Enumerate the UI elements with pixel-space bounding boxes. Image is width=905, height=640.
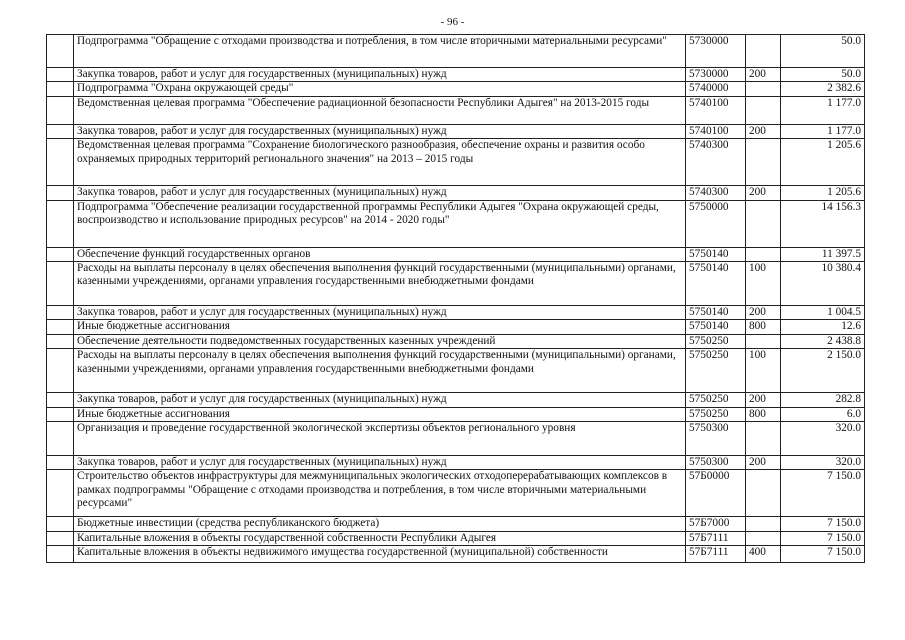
row-expense-type-cell — [746, 139, 781, 186]
row-name-cell: Ведомственная целевая программа "Обеспечение радиационной безопасности Республики Адыгея" на 2013-2015 годы — [74, 96, 686, 124]
row-code-cell: 5740000 — [686, 82, 746, 96]
row-name-cell: Организация и проведение государственной экологической экспертизы объектов регионального уровня — [74, 422, 686, 456]
row-name-cell: Закупка товаров, работ и услуг для государственных (муниципальных) нужд — [74, 456, 686, 470]
table-row — [47, 139, 865, 186]
row-amount-cell: 11 397.5 — [781, 247, 865, 261]
table-row — [47, 200, 865, 247]
row-amount-cell: 50.0 — [781, 35, 865, 68]
row-code-cell: 5730000 — [686, 68, 746, 82]
row-expense-type-cell — [746, 334, 781, 348]
row-name-cell: Подпрограмма "Охрана окружающей среды" — [74, 82, 686, 96]
row-amount-cell: 1 205.6 — [781, 186, 865, 200]
page-number: - 96 - — [440, 16, 465, 28]
table-row — [47, 262, 865, 306]
table-row — [47, 306, 865, 320]
row-name-cell: Бюджетные инвестиции (средства республиканского бюджета) — [74, 517, 686, 531]
row-blank-cell — [47, 349, 74, 393]
row-code-cell: 5740300 — [686, 139, 746, 186]
table-row — [47, 320, 865, 334]
row-name-cell: Закупка товаров, работ и услуг для государственных (муниципальных) нужд — [74, 393, 686, 407]
row-name-cell: Закупка товаров, работ и услуг для государственных (муниципальных) нужд — [74, 306, 686, 320]
row-expense-type-cell: 800 — [746, 320, 781, 334]
row-amount-cell: 2 150.0 — [781, 349, 865, 393]
row-blank-cell — [47, 139, 74, 186]
row-amount-cell: 7 150.0 — [781, 546, 865, 563]
row-expense-type-cell: 100 — [746, 262, 781, 306]
row-amount-cell: 7 150.0 — [781, 517, 865, 531]
row-expense-type-cell: 200 — [746, 124, 781, 138]
table-row — [47, 517, 865, 531]
row-expense-type-cell: 100 — [746, 349, 781, 393]
row-blank-cell — [47, 517, 74, 531]
row-amount-cell: 320.0 — [781, 422, 865, 456]
row-blank-cell — [47, 306, 74, 320]
row-expense-type-cell — [746, 247, 781, 261]
row-name-cell: Ведомственная целевая программа "Сохранение биологического разнообразия, обеспечение охраны и развития особо охраняемых природных территорий регионального значения" на 2013 – 2015 годы — [74, 139, 686, 186]
row-blank-cell — [47, 82, 74, 96]
row-code-cell: 5750140 — [686, 262, 746, 306]
row-expense-type-cell: 200 — [746, 186, 781, 200]
row-expense-type-cell — [746, 35, 781, 68]
row-amount-cell: 282.8 — [781, 393, 865, 407]
row-code-cell: 57Б7000 — [686, 517, 746, 531]
row-blank-cell — [47, 262, 74, 306]
row-blank-cell — [47, 422, 74, 456]
row-expense-type-cell: 400 — [746, 546, 781, 563]
row-amount-cell: 1 177.0 — [781, 96, 865, 124]
table-row — [47, 546, 865, 563]
table-row — [47, 82, 865, 96]
row-blank-cell — [47, 531, 74, 545]
row-amount-cell: 7 150.0 — [781, 470, 865, 517]
row-blank-cell — [47, 393, 74, 407]
table-row — [47, 456, 865, 470]
row-blank-cell — [47, 320, 74, 334]
table-row — [47, 334, 865, 348]
row-blank-cell — [47, 35, 74, 68]
row-expense-type-cell — [746, 200, 781, 247]
row-amount-cell: 7 150.0 — [781, 531, 865, 545]
row-code-cell: 5750300 — [686, 456, 746, 470]
row-amount-cell: 6.0 — [781, 407, 865, 421]
table-row — [47, 247, 865, 261]
table-row — [47, 68, 865, 82]
row-name-cell: Обеспечение деятельности подведомственных государственных казенных учреждений — [74, 334, 686, 348]
table-row — [47, 124, 865, 138]
row-code-cell: 5750000 — [686, 200, 746, 247]
row-expense-type-cell — [746, 531, 781, 545]
row-amount-cell: 12.6 — [781, 320, 865, 334]
row-blank-cell — [47, 186, 74, 200]
row-blank-cell — [47, 96, 74, 124]
row-blank-cell — [47, 456, 74, 470]
row-code-cell: 5750250 — [686, 334, 746, 348]
row-blank-cell — [47, 334, 74, 348]
row-expense-type-cell: 200 — [746, 306, 781, 320]
row-code-cell: 5730000 — [686, 35, 746, 68]
table-row — [47, 393, 865, 407]
row-blank-cell — [47, 247, 74, 261]
row-code-cell: 5740300 — [686, 186, 746, 200]
row-expense-type-cell: 200 — [746, 393, 781, 407]
row-name-cell: Капитальные вложения в объекты недвижимого имущества государственной (муниципальной) собственности — [74, 546, 686, 563]
row-amount-cell: 2 382.6 — [781, 82, 865, 96]
row-code-cell: 5740100 — [686, 124, 746, 138]
table-row — [47, 96, 865, 124]
row-expense-type-cell: 200 — [746, 456, 781, 470]
table-row — [47, 531, 865, 545]
row-name-cell: Расходы на выплаты персоналу в целях обеспечения выполнения функций государственными (муниципальными) органами, казенными учреждениями, органами управления государственными внебюджетными фондами — [74, 349, 686, 393]
row-blank-cell — [47, 124, 74, 138]
row-code-cell: 5740100 — [686, 96, 746, 124]
row-code-cell: 57Б7111 — [686, 546, 746, 563]
row-code-cell: 57Б7111 — [686, 531, 746, 545]
table-row — [47, 422, 865, 456]
row-blank-cell — [47, 68, 74, 82]
row-amount-cell: 1 177.0 — [781, 124, 865, 138]
row-code-cell: 5750250 — [686, 349, 746, 393]
row-name-cell: Капитальные вложения в объекты государственной собственности Республики Адыгея — [74, 531, 686, 545]
row-code-cell: 57Б0000 — [686, 470, 746, 517]
row-code-cell: 5750250 — [686, 407, 746, 421]
row-name-cell: Обеспечение функций государственных органов — [74, 247, 686, 261]
row-code-cell: 5750250 — [686, 393, 746, 407]
row-code-cell: 5750140 — [686, 320, 746, 334]
row-amount-cell: 320.0 — [781, 456, 865, 470]
row-amount-cell: 10 380.4 — [781, 262, 865, 306]
row-name-cell: Иные бюджетные ассигнования — [74, 407, 686, 421]
table-row — [47, 35, 865, 68]
row-amount-cell: 1 205.6 — [781, 139, 865, 186]
row-code-cell: 5750140 — [686, 306, 746, 320]
row-amount-cell: 1 004.5 — [781, 306, 865, 320]
row-name-cell: Закупка товаров, работ и услуг для государственных (муниципальных) нужд — [74, 186, 686, 200]
row-amount-cell: 50.0 — [781, 68, 865, 82]
table-row — [47, 470, 865, 517]
row-expense-type-cell — [746, 422, 781, 456]
row-blank-cell — [47, 407, 74, 421]
row-name-cell: Закупка товаров, работ и услуг для государственных (муниципальных) нужд — [74, 124, 686, 138]
row-expense-type-cell — [746, 470, 781, 517]
row-name-cell: Расходы на выплаты персоналу в целях обеспечения выполнения функций государственными (муниципальными) органами, казенными учреждениями, органами управления государственными внебюджетными фондами — [74, 262, 686, 306]
row-expense-type-cell: 200 — [746, 68, 781, 82]
row-name-cell: Иные бюджетные ассигнования — [74, 320, 686, 334]
row-expense-type-cell — [746, 82, 781, 96]
row-name-cell: Строительство объектов инфраструктуры для межмуниципальных экологических отходоперерабатывающих комплексов в рамках подпрограммы "Обращение с отходами производства и потребления, в том числе вторичными материальными ресурсами" — [74, 470, 686, 517]
table-row — [47, 349, 865, 393]
row-name-cell: Подпрограмма "Обращение с отходами производства и потребления, в том числе вторичными материальными ресурсами" — [74, 35, 686, 68]
row-blank-cell — [47, 470, 74, 517]
row-code-cell: 5750300 — [686, 422, 746, 456]
row-blank-cell — [47, 546, 74, 563]
row-expense-type-cell — [746, 96, 781, 124]
row-code-cell: 5750140 — [686, 247, 746, 261]
row-expense-type-cell — [746, 517, 781, 531]
row-amount-cell: 2 438.8 — [781, 334, 865, 348]
table-row — [47, 186, 865, 200]
row-name-cell: Закупка товаров, работ и услуг для государственных (муниципальных) нужд — [74, 68, 686, 82]
row-blank-cell — [47, 200, 74, 247]
row-amount-cell: 14 156.3 — [781, 200, 865, 247]
budget-table — [46, 34, 865, 563]
table-row — [47, 407, 865, 421]
row-name-cell: Подпрограмма "Обеспечение реализации государственной программы Республики Адыгея "Охрана окружающей среды, воспроизводство и использование природных ресурсов" на 2014 - 2020 годы" — [74, 200, 686, 247]
row-expense-type-cell: 800 — [746, 407, 781, 421]
budget-table-body — [47, 35, 865, 563]
